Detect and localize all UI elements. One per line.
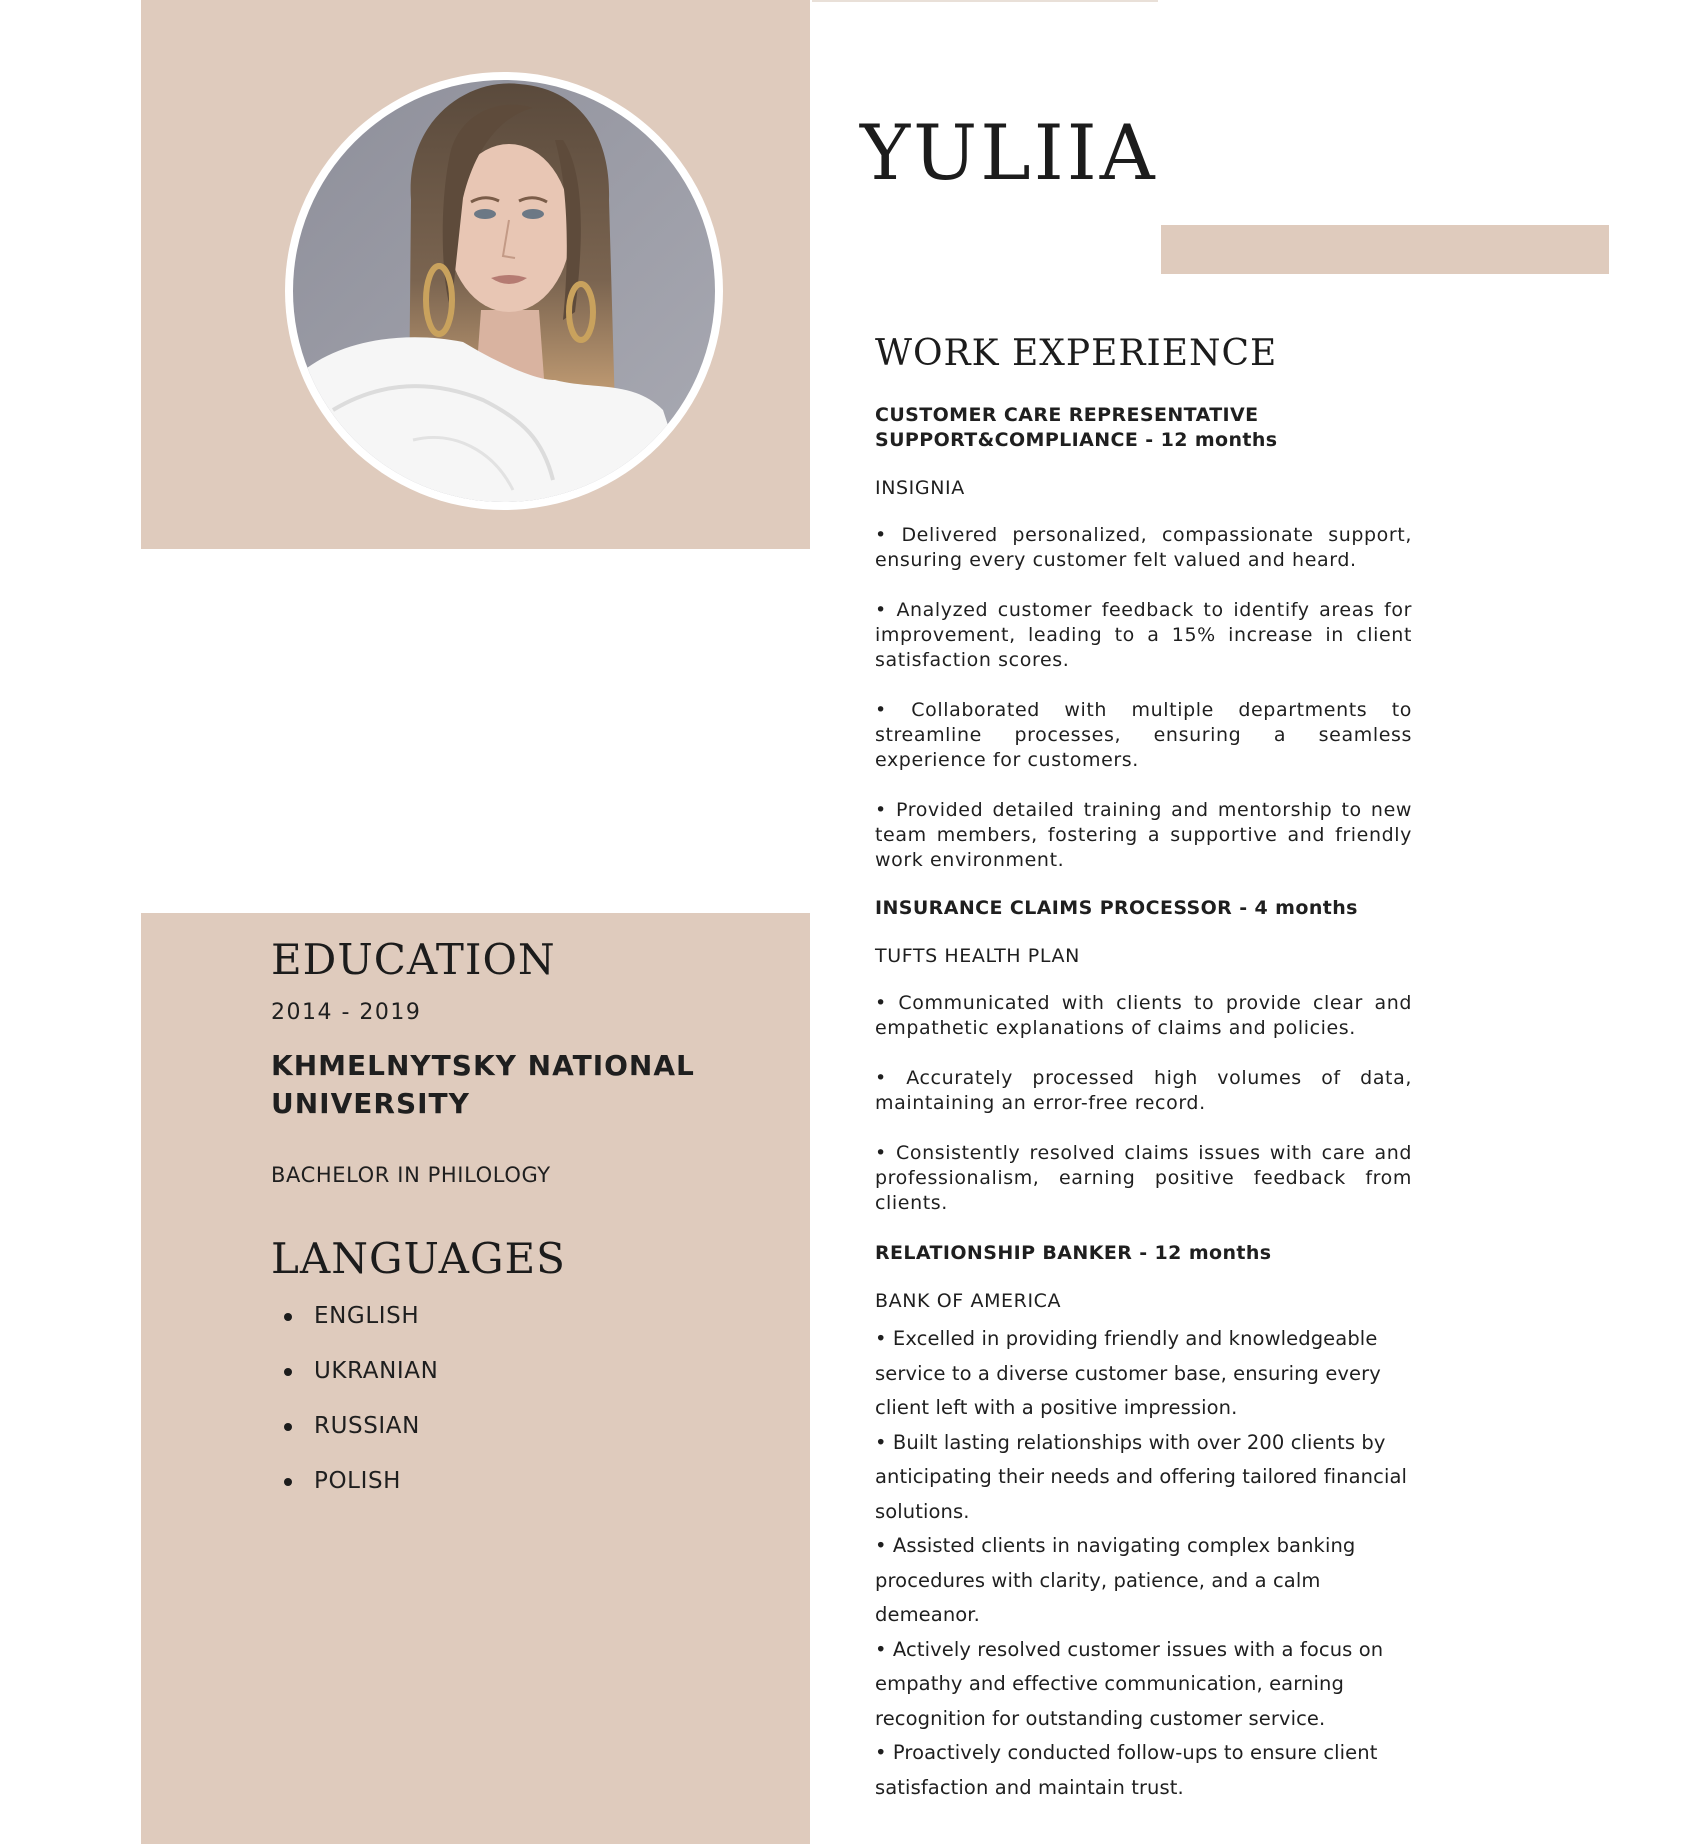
- language-label: POLISH: [314, 1468, 402, 1494]
- language-label: UKRANIAN: [314, 1358, 439, 1384]
- portrait-illustration: [293, 80, 715, 502]
- job-title: [875, 403, 1412, 453]
- job-bullet: • Accurately processed high volumes of data, maintaining an error-free record.: [875, 1067, 1412, 1114]
- company-name: INSIGNIA: [875, 477, 965, 499]
- job-bullet: • Consistently resolved claims issues with care and professionalism, earning positive feedback from clients.: [875, 1142, 1412, 1214]
- job-bullet: • Excelled in providing friendly and knowledgeable service to a diverse customer base, ensuring every client left with a positive impression.: [875, 1327, 1381, 1419]
- job-bullet: • Proactively conducted follow-ups to ensure client satisfaction and maintain trust.: [875, 1741, 1378, 1799]
- job-title-line: SUPPORT&COMPLIANCE - 12 months: [875, 429, 1278, 451]
- job-bullet: • Communicated with clients to provide clear and empathetic explanations of claims and policies.: [875, 992, 1412, 1039]
- bullet-dot-icon: [284, 1478, 292, 1486]
- language-label: RUSSIAN: [314, 1413, 420, 1439]
- job-title: RELATIONSHIP BANKER - 12 months: [875, 1242, 1272, 1264]
- company-name: TUFTS HEALTH PLAN: [875, 945, 1080, 967]
- profile-photo: [285, 72, 723, 510]
- education-title: EDUCATION: [271, 935, 556, 984]
- language-item: [271, 1357, 771, 1385]
- job-bullet: • Delivered personalized, compassionate support, ensuring every customer felt valued and heard.: [875, 524, 1412, 571]
- job-entry: [875, 896, 1412, 1216]
- languages-title: LANGUAGES: [271, 1234, 566, 1283]
- job-bullet: • Collaborated with multiple departments to streamline processes, ensuring a seamless experience for customers.: [875, 699, 1412, 771]
- candidate-name: YULIIA: [860, 108, 1158, 197]
- work-experience-title: WORK EXPERIENCE: [875, 333, 1278, 374]
- job-bullet: • Analyzed customer feedback to identify areas for improvement, leading to a 15% increase in client satisfaction scores.: [875, 599, 1412, 671]
- bullet-dot-icon: [284, 1423, 292, 1431]
- job-entry: [875, 403, 1412, 873]
- bullet-dot-icon: [284, 1313, 292, 1321]
- language-label: ENGLISH: [314, 1303, 420, 1329]
- bullet-dot-icon: [284, 1368, 292, 1376]
- education-languages-section: [271, 933, 771, 1522]
- name-accent-bar: [1161, 225, 1609, 274]
- job-title-line: CUSTOMER CARE REPRESENTATIVE: [875, 404, 1259, 426]
- language-item: [271, 1302, 771, 1330]
- job-title: INSURANCE CLAIMS PROCESSOR - 4 months: [875, 897, 1358, 919]
- company-name: BANK OF AMERICA: [875, 1290, 1062, 1312]
- education-years: 2014 - 2019: [271, 1000, 422, 1025]
- education-school: KHMELNYTSKY NATIONAL UNIVERSITY: [271, 1049, 695, 1120]
- language-item: [271, 1412, 771, 1440]
- job-bullet: • Assisted clients in navigating complex banking procedures with clarity, patience, and a calm demeanor.: [875, 1534, 1356, 1626]
- language-item: [271, 1467, 771, 1495]
- job-bullet: • Actively resolved customer issues with a focus on empathy and effective communication, earning recognition for outstanding customer service.: [875, 1637, 1384, 1730]
- top-divider-line: [812, 0, 1158, 2]
- job-bullet: • Built lasting relationships with over 200 clients by anticipating their needs and offering tailored financial solutions.: [875, 1430, 1408, 1523]
- job-entry: [875, 1241, 1412, 1805]
- education-degree: BACHELOR IN PHILOLOGY: [271, 1163, 551, 1187]
- job-bullet: • Provided detailed training and mentorship to new team members, fostering a supportive and friendly work environment.: [875, 799, 1412, 871]
- work-experience-section: [875, 332, 1412, 1805]
- languages-list: [271, 1302, 771, 1495]
